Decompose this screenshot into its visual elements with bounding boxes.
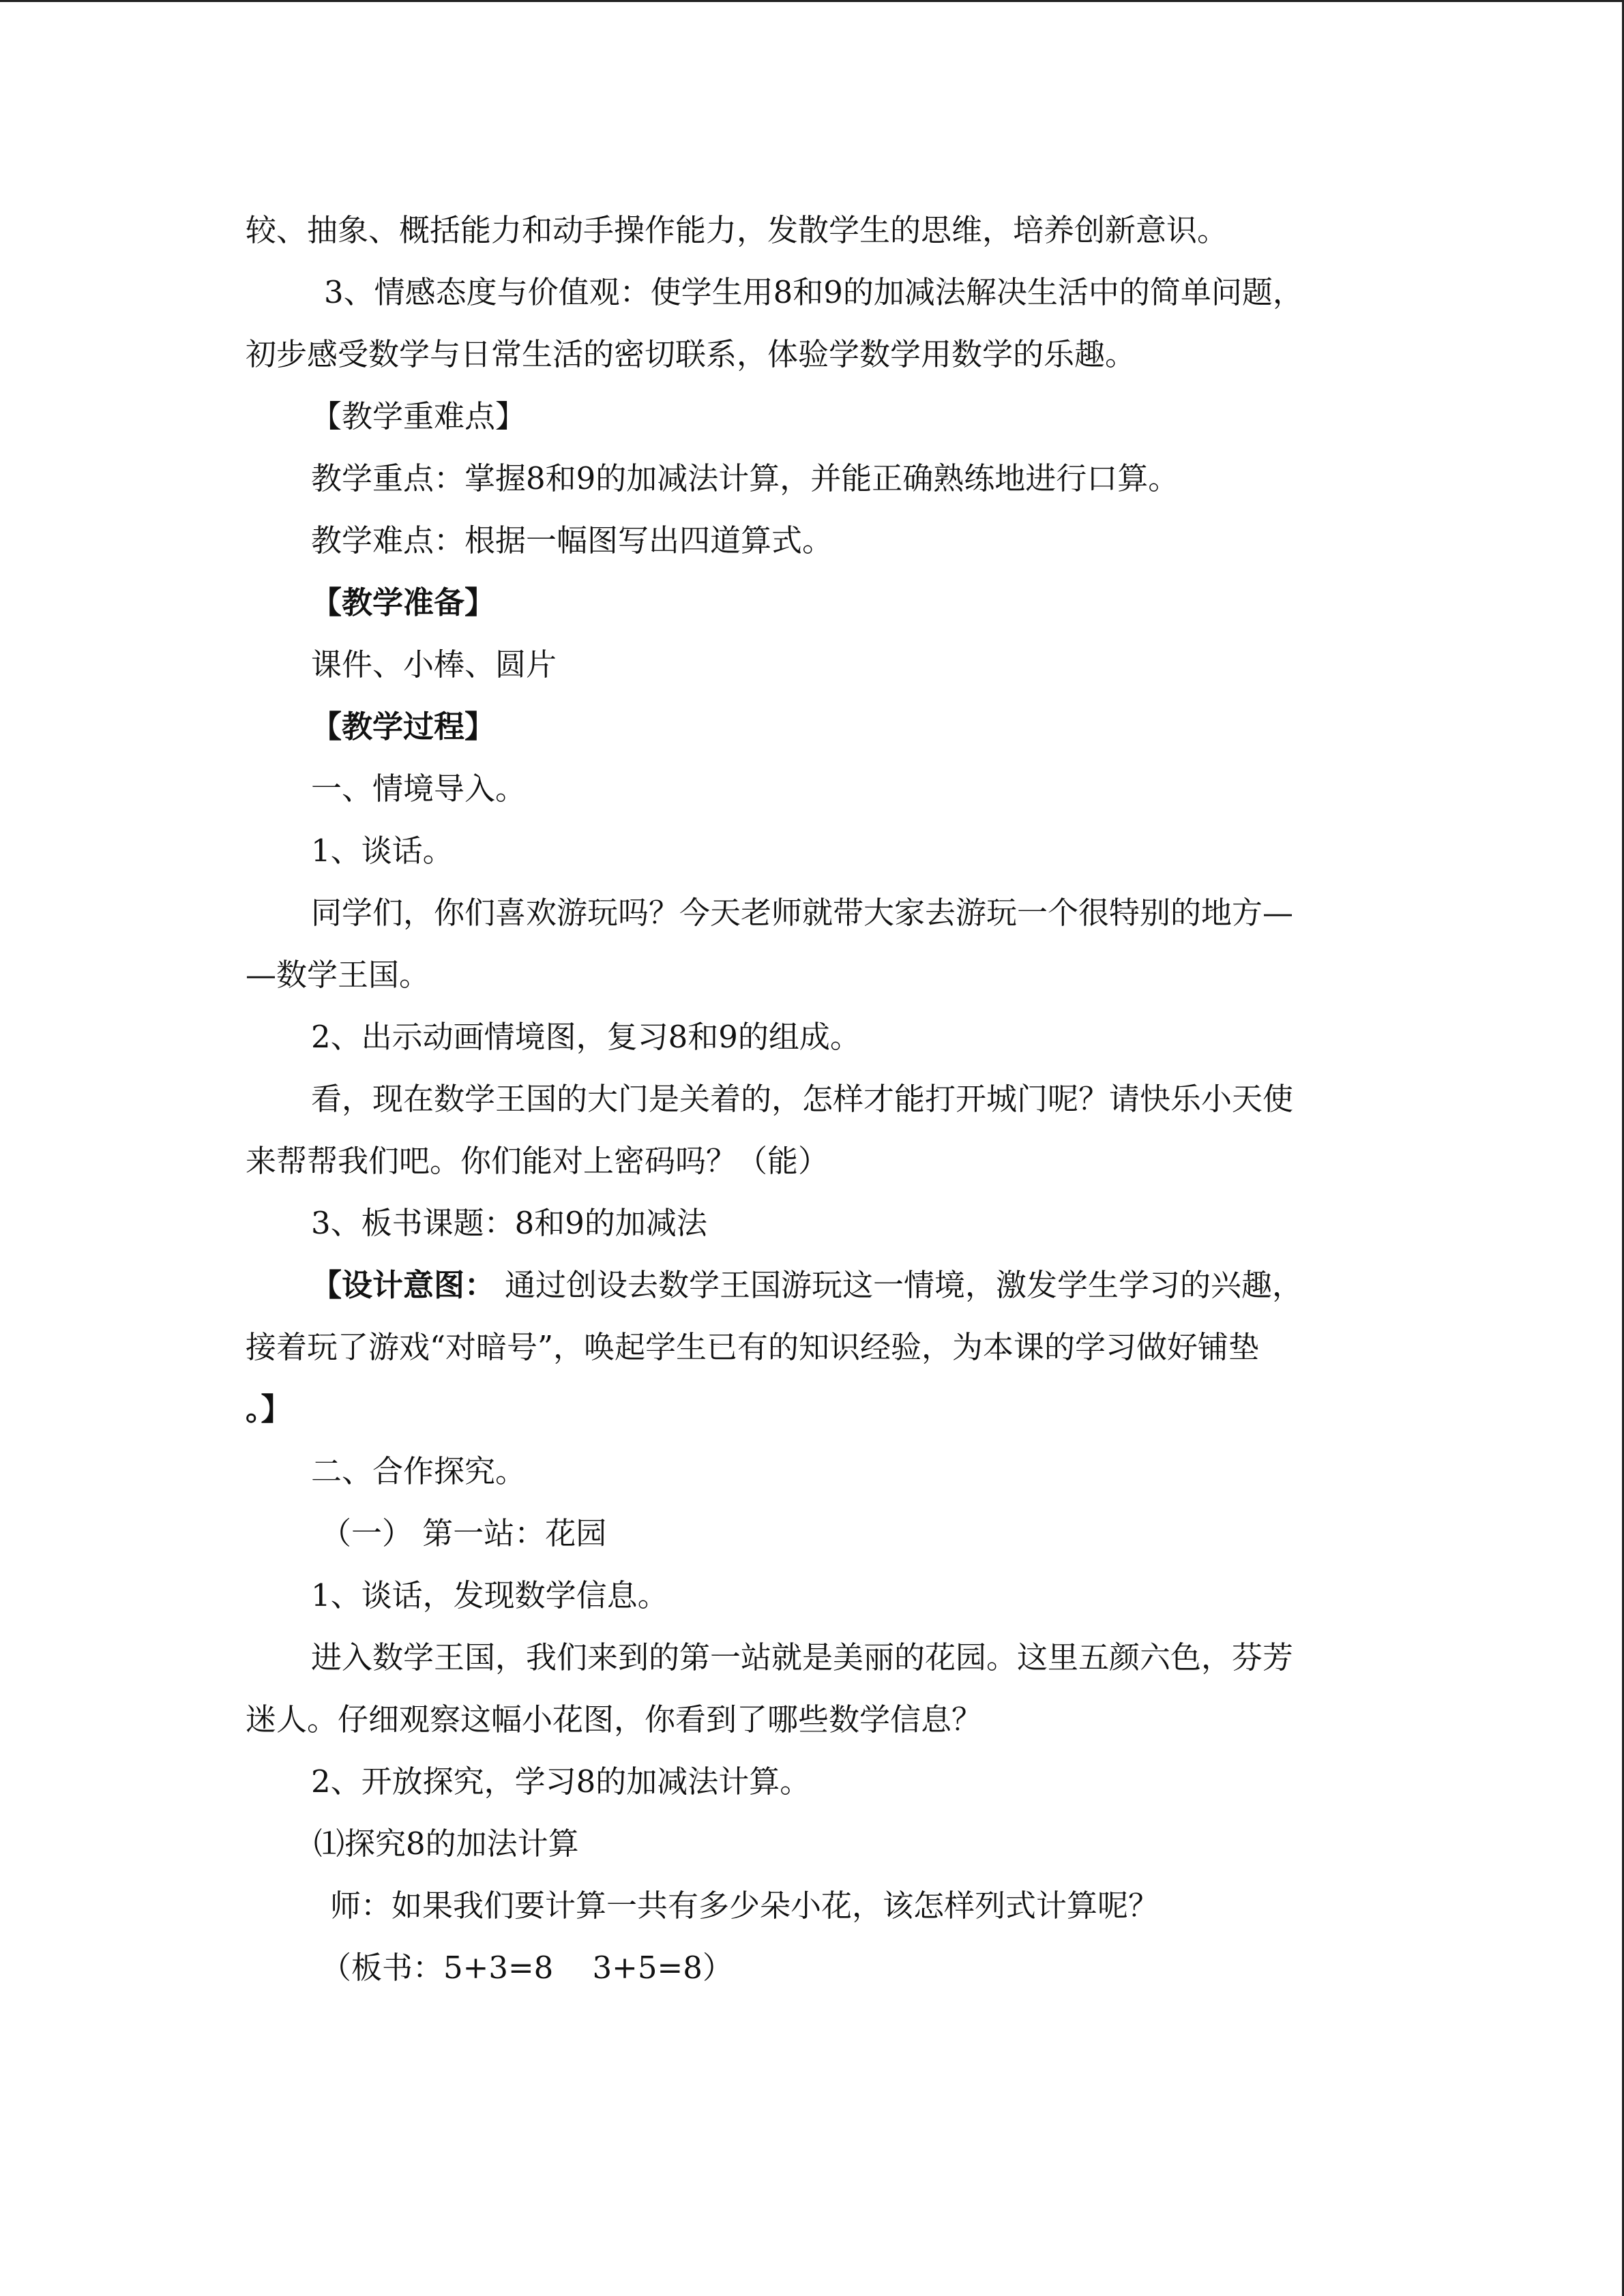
paragraph-line: （板书：5+3=8 3+5=8） xyxy=(321,1950,733,1986)
paragraph-line: 2、开放探究，学习8的加减法计算。 xyxy=(311,1763,811,1800)
paragraph-line: 同学们，你们喜欢游玩吗？今天老师就带大家去游玩一个很特别的地方— xyxy=(311,895,1294,931)
section-heading: 【教学准备】 xyxy=(311,584,496,621)
paragraph-line: 看，现在数学王国的大门是关着的，怎样才能打开城门呢？请快乐小天使 xyxy=(311,1081,1294,1117)
paragraph-line: 迷人。仔细观察这幅小花图，你看到了哪些数学信息？ xyxy=(246,1701,983,1738)
paragraph-line: 课件、小棒、圆片 xyxy=(311,646,557,683)
paragraph-line: （一） 第一站：花园 xyxy=(321,1515,607,1551)
paragraph-line: 教学难点：根据一幅图写出四道算式。 xyxy=(311,522,833,558)
section-heading: 【教学过程】 xyxy=(311,709,496,745)
paragraph-line: —数学王国。 xyxy=(246,957,430,993)
paragraph-line: 1、谈话。 xyxy=(311,833,454,869)
paragraph-line: 二、合作探究。 xyxy=(311,1453,527,1489)
paragraph-line: 3、情感态度与价值观：使学生用8和9的加减法解决生活中的简单问题， xyxy=(324,274,1303,310)
design-intent-text: 通过创设去数学王国游玩这一情境，激发学生学习的兴趣， xyxy=(505,1267,1303,1303)
paragraph-line: 2、出示动画情境图，复习8和9的组成。 xyxy=(311,1019,861,1055)
paragraph-line: 3、板书课题：8和9的加减法 xyxy=(311,1205,707,1241)
paragraph-line: 来帮帮我们吧。你们能对上密码吗？（能） xyxy=(246,1143,829,1179)
paragraph-line: 一、情境导入。 xyxy=(311,771,527,807)
paragraph-line: 初步感受数学与日常生活的密切联系，体验学数学用数学的乐趣。 xyxy=(246,336,1136,372)
paragraph-line: 师：如果我们要计算一共有多少朵小花，该怎样列式计算呢？ xyxy=(330,1888,1160,1924)
paragraph-line: ⑴探究8的加法计算 xyxy=(314,1825,579,1862)
paragraph-line: 教学重点：掌握8和9的加减法计算，并能正确熟练地进行口算。 xyxy=(311,460,1179,496)
section-heading: 【教学重难点】 xyxy=(311,398,527,434)
paragraph-line: 较、抽象、概括能力和动手操作能力，发散学生的思维，培养创新意识。 xyxy=(246,212,1228,248)
paragraph-line: 接着玩了游戏“对暗号”，唤起学生已有的知识经验，为本课的学习做好铺垫 xyxy=(246,1329,1260,1365)
design-intent-label: 【设计意图： xyxy=(311,1267,496,1303)
paragraph-line: 1、谈话，发现数学信息。 xyxy=(311,1577,668,1613)
paragraph-line: 。】 xyxy=(246,1391,292,1427)
paragraph-line: 进入数学王国，我们来到的第一站就是美丽的花园。这里五颜六色，芬芳 xyxy=(311,1639,1294,1675)
